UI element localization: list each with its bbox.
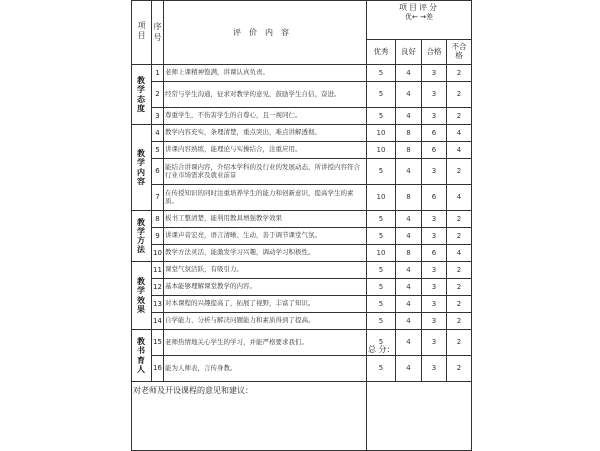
score-good[interactable]: 4 bbox=[396, 82, 422, 108]
row-number: 13 bbox=[152, 296, 164, 313]
level-pass: 合格 bbox=[422, 40, 447, 65]
table-row bbox=[132, 82, 472, 108]
row-text: 能为人师表，言传身教。 bbox=[164, 356, 367, 382]
row-number: 12 bbox=[152, 279, 164, 296]
score-excellent[interactable]: 10 bbox=[367, 142, 396, 159]
score-excellent[interactable]: 5 bbox=[367, 82, 396, 108]
score-good[interactable]: 4 bbox=[396, 159, 422, 185]
header-item: 项目 bbox=[132, 1, 152, 65]
score-excellent[interactable]: 5 bbox=[367, 108, 396, 125]
score-fail[interactable]: 2 bbox=[447, 65, 472, 82]
evaluation-table bbox=[131, 0, 472, 451]
score-excellent[interactable]: 5 bbox=[367, 296, 396, 313]
score-good[interactable]: 4 bbox=[396, 296, 422, 313]
score-pass[interactable]: 3 bbox=[422, 313, 447, 330]
score-excellent[interactable]: 5 bbox=[367, 279, 396, 296]
score-pass[interactable]: 3 bbox=[422, 228, 447, 245]
row-text: 板书工整清楚，能利用教具增强教学效果 bbox=[164, 211, 367, 228]
footer-row bbox=[132, 382, 472, 451]
score-fail[interactable]: 2 bbox=[447, 211, 472, 228]
header-content: 评价内容 bbox=[164, 1, 367, 65]
score-pass[interactable]: 3 bbox=[422, 108, 447, 125]
row-number: 4 bbox=[152, 125, 164, 142]
score-excellent[interactable]: 5 bbox=[367, 330, 396, 356]
evaluation-form bbox=[131, 0, 471, 397]
score-excellent[interactable]: 5 bbox=[367, 356, 396, 382]
row-number: 14 bbox=[152, 313, 164, 330]
level-good: 良好 bbox=[396, 40, 422, 65]
score-pass[interactable]: 3 bbox=[422, 159, 447, 185]
row-text: 尊重学生，不伤害学生的自尊心，且一视同仁。 bbox=[164, 108, 367, 125]
score-good[interactable]: 4 bbox=[396, 279, 422, 296]
score-fail[interactable]: 4 bbox=[447, 245, 472, 262]
category-educate: 教书育人 bbox=[132, 330, 152, 382]
score-fail[interactable]: 2 bbox=[447, 330, 472, 356]
score-good[interactable]: 4 bbox=[396, 262, 422, 279]
row-text: 教学方法灵活，能激发学习兴趣，调动学习积极性。 bbox=[164, 245, 367, 262]
category-attitude: 教学态度 bbox=[132, 65, 152, 125]
level-fail: 不合格 bbox=[447, 40, 472, 65]
score-excellent[interactable]: 10 bbox=[367, 125, 396, 142]
row-text: 讲课声音宏亮，语言清晰、生动，善于调节课堂气氛。 bbox=[164, 228, 367, 245]
row-text: 基本能够理解课堂教学的内容。 bbox=[164, 279, 367, 296]
table-row bbox=[132, 211, 472, 228]
score-pass[interactable]: 3 bbox=[422, 330, 447, 356]
score-fail[interactable]: 2 bbox=[447, 82, 472, 108]
table-row bbox=[132, 330, 472, 356]
table-row bbox=[132, 262, 472, 279]
row-text: 课堂气氛活跃，有吸引力。 bbox=[164, 262, 367, 279]
table-row bbox=[132, 313, 472, 330]
row-text: 在传授知识的同时注重培养学生的能力和创新意识，提高学生的素质。 bbox=[164, 185, 367, 211]
header-seq: 序号 bbox=[152, 1, 164, 65]
table-row bbox=[132, 356, 472, 382]
row-text: 经常与学生沟通，征求对教学的意见，鼓励学生自信、奋进。 bbox=[164, 82, 367, 108]
score-fail[interactable]: 2 bbox=[447, 228, 472, 245]
score-pass[interactable]: 3 bbox=[422, 279, 447, 296]
table-row bbox=[132, 108, 472, 125]
score-good[interactable]: 4 bbox=[396, 356, 422, 382]
score-excellent[interactable]: 5 bbox=[367, 228, 396, 245]
score-fail[interactable]: 2 bbox=[447, 356, 472, 382]
score-good[interactable]: 4 bbox=[396, 330, 422, 356]
score-excellent[interactable]: 5 bbox=[367, 262, 396, 279]
table-row bbox=[132, 142, 472, 159]
suggestions-label: 对老师及开设课程的意见和建议： bbox=[133, 386, 253, 395]
score-good[interactable]: 4 bbox=[396, 228, 422, 245]
score-excellent[interactable]: 5 bbox=[367, 159, 396, 185]
score-pass[interactable]: 3 bbox=[422, 211, 447, 228]
row-number: 11 bbox=[152, 262, 164, 279]
row-number: 3 bbox=[152, 108, 164, 125]
score-excellent[interactable]: 5 bbox=[367, 313, 396, 330]
header-project-score bbox=[367, 1, 472, 40]
table-row bbox=[132, 279, 472, 296]
score-pass[interactable]: 3 bbox=[422, 356, 447, 382]
row-text: 教学内容充实，条理清楚，重点突出，难点讲解透彻。 bbox=[164, 125, 367, 142]
score-fail[interactable]: 2 bbox=[447, 296, 472, 313]
score-good[interactable]: 8 bbox=[396, 125, 422, 142]
score-good[interactable]: 8 bbox=[396, 245, 422, 262]
score-fail[interactable]: 4 bbox=[447, 185, 472, 211]
row-number: 16 bbox=[152, 356, 164, 382]
score-pass[interactable]: 3 bbox=[422, 65, 447, 82]
row-number: 10 bbox=[152, 245, 164, 262]
score-good[interactable]: 4 bbox=[396, 313, 422, 330]
row-text: 自学能力、分析与解决问题能力和素质得到了提高。 bbox=[164, 313, 367, 330]
table-row bbox=[132, 245, 472, 262]
table-row bbox=[132, 228, 472, 245]
scale-hint: 优← →差 bbox=[405, 13, 433, 21]
score-pass[interactable]: 6 bbox=[422, 245, 447, 262]
row-number: 7 bbox=[152, 185, 164, 211]
score-excellent[interactable]: 10 bbox=[367, 185, 396, 211]
score-fail[interactable]: 2 bbox=[447, 108, 472, 125]
suggestions-area[interactable] bbox=[132, 382, 367, 451]
category-effect: 教学效果 bbox=[132, 262, 152, 330]
level-excellent: 优秀 bbox=[367, 40, 396, 65]
score-pass[interactable]: 3 bbox=[422, 82, 447, 108]
row-text: 老师上课精神饱满，讲课认真负责。 bbox=[164, 65, 367, 82]
score-fail[interactable]: 2 bbox=[447, 279, 472, 296]
score-pass[interactable]: 3 bbox=[422, 262, 447, 279]
row-number: 6 bbox=[152, 159, 164, 185]
score-pass[interactable]: 6 bbox=[422, 185, 447, 211]
score-good[interactable]: 8 bbox=[396, 185, 422, 211]
category-content: 教学内容 bbox=[132, 125, 152, 211]
row-text: 能结合讲课内容，介绍本学科的及行业的发展动态，所讲授内容符合行业市场需求及就业前景 bbox=[164, 159, 367, 185]
row-text: 老师热情地关心学生的学习，并能严格要求我们。 bbox=[164, 330, 367, 356]
total-area[interactable] bbox=[367, 382, 472, 451]
score-pass[interactable]: 3 bbox=[422, 296, 447, 313]
score-pass[interactable]: 6 bbox=[422, 142, 447, 159]
total-score-label: 总 分： bbox=[368, 345, 395, 354]
score-pass[interactable]: 6 bbox=[422, 125, 447, 142]
row-number: 5 bbox=[152, 142, 164, 159]
score-excellent[interactable]: 10 bbox=[367, 245, 396, 262]
project-score-title: 项目评分 bbox=[399, 3, 439, 12]
score-good[interactable]: 4 bbox=[396, 65, 422, 82]
row-number: 2 bbox=[152, 82, 164, 108]
table-row bbox=[132, 125, 472, 142]
table-row bbox=[132, 159, 472, 185]
score-fail[interactable]: 2 bbox=[447, 159, 472, 185]
row-text: 讲课内容熟练，能理论与实操结合，注重应用。 bbox=[164, 142, 367, 159]
category-method: 教学方法 bbox=[132, 211, 152, 262]
row-number: 15 bbox=[152, 330, 164, 356]
row-number: 9 bbox=[152, 228, 164, 245]
score-good[interactable]: 8 bbox=[396, 142, 422, 159]
score-fail[interactable]: 2 bbox=[447, 313, 472, 330]
row-number: 1 bbox=[152, 65, 164, 82]
score-fail[interactable]: 4 bbox=[447, 142, 472, 159]
score-fail[interactable]: 2 bbox=[447, 262, 472, 279]
score-good[interactable]: 4 bbox=[396, 108, 422, 125]
table-row bbox=[132, 185, 472, 211]
score-good[interactable]: 4 bbox=[396, 211, 422, 228]
score-excellent[interactable]: 5 bbox=[367, 65, 396, 82]
row-text: 对本课程的兴趣提高了，拓展了视野，丰富了知识。 bbox=[164, 296, 367, 313]
row-number: 8 bbox=[152, 211, 164, 228]
score-excellent[interactable]: 5 bbox=[367, 211, 396, 228]
score-fail[interactable]: 4 bbox=[447, 125, 472, 142]
table-row bbox=[132, 296, 472, 313]
table-row bbox=[132, 65, 472, 82]
